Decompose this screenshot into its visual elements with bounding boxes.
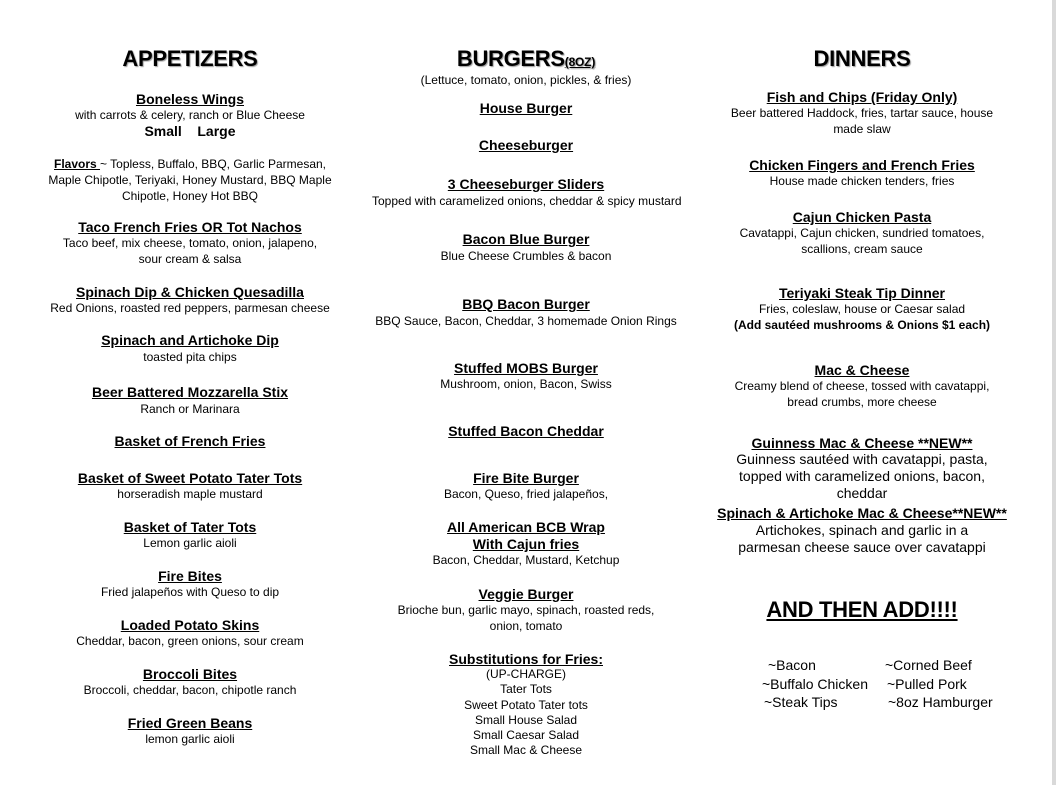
item-fire-bites: Fire Bites <box>158 568 222 584</box>
item-guinness-mac: Guinness Mac & Cheese **NEW** <box>751 435 973 451</box>
item-desc: lemon garlic aioli <box>145 732 235 746</box>
item-potato-skins: Loaded Potato Skins <box>120 617 260 633</box>
addon-item: ~Steak Tips <box>764 694 838 710</box>
item-house-burger: House Burger <box>479 100 573 116</box>
substitution-line: Small House Salad <box>474 712 578 727</box>
burgers-subtitle: (Lettuce, tomato, onion, pickles, & fries) <box>420 73 632 87</box>
substitution-line: Small Caesar Salad <box>472 728 580 743</box>
item-spinach-mac: Spinach & Artichoke Mac & Cheese**NEW** <box>717 505 1007 521</box>
item-bcb-wrap: All American BCB Wrap <box>447 519 605 535</box>
substitutions-list <box>372 667 680 759</box>
item-desc: Cheddar, bacon, green onions, sour cream <box>76 634 304 648</box>
addon-item: ~Bacon <box>768 657 816 673</box>
item-desc: Fried jalapeños with Queso to dip <box>100 585 280 599</box>
item-veggie-burger: Veggie Burger <box>478 586 574 602</box>
item-stuffed-bacon-cheddar: Stuffed Bacon Cheddar <box>448 423 604 439</box>
substitution-line: Tater Tots <box>500 682 552 697</box>
item-mac-and-cheese: Mac & Cheese <box>814 362 910 378</box>
substitution-line: Small Mac & Cheese <box>469 743 583 758</box>
item-french-fries: Basket of French Fries <box>114 433 266 449</box>
item-note: (Add sautéed mushrooms & Onions $1 each) <box>733 318 991 332</box>
item-desc: Lemon garlic aioli <box>143 536 237 550</box>
item-desc: House made chicken tenders, fries <box>769 174 955 188</box>
item-desc: Bacon, Queso, fried jalapeños, <box>443 487 609 501</box>
burgers-heading <box>372 47 680 74</box>
item-boneless-wings: Boneless Wings <box>135 91 244 107</box>
flavors-text: ~ Topless, Buffalo, BBQ, Garlic Parmesan, Maple Chipotle, Teriyaki, Honey Mustard, BBQ Maple Chipotle, Honey Hot BBQ <box>48 157 332 203</box>
item-desc: horseradish maple mustard <box>117 487 263 501</box>
appetizers-heading: APPETIZERS <box>122 46 258 71</box>
item-desc: Ranch or Marinara <box>140 402 240 416</box>
item-desc: BBQ Sauce, Bacon, Cheddar, 3 homemade Onion Rings <box>375 314 677 328</box>
add-ons-heading: AND THEN ADD!!!! <box>766 597 958 622</box>
burgers-title: BURGERS <box>456 46 565 71</box>
item-desc: Guinness sautéed with cavatappi, pasta, topped with caramelized onions, bacon, cheddar <box>736 451 988 501</box>
item-bbq-bacon: BBQ Bacon Burger <box>462 296 590 312</box>
item-desc: Broccoli, cheddar, bacon, chipotle ranch <box>83 683 297 697</box>
item-desc: Bacon, Cheddar, Mustard, Ketchup <box>432 553 620 567</box>
item-sliders: 3 Cheeseburger Sliders <box>447 176 605 192</box>
wing-sizes: Small Large <box>144 123 236 139</box>
item-fish-and-chips: Fish and Chips (Friday Only) <box>766 89 958 105</box>
item-spinach-quesadilla: Spinach Dip & Chicken Quesadilla <box>76 284 304 300</box>
flavors-label: Flavors <box>53 157 101 171</box>
item-desc: Blue Cheese Crumbles & bacon <box>440 249 612 263</box>
item-sweet-potato-tots: Basket of Sweet Potato Tater Tots <box>77 470 303 486</box>
substitution-line: (UP-CHARGE) <box>486 667 566 681</box>
item-spinach-dip: Spinach and Artichoke Dip <box>101 332 279 348</box>
item-desc: Topped with caramelized onions, cheddar & spicy mustard <box>372 194 682 208</box>
item-cheeseburger: Cheeseburger <box>478 137 574 153</box>
item-chicken-fingers: Chicken Fingers and French Fries <box>749 157 975 173</box>
item-taco-fries: Taco French Fries OR Tot Nachos <box>78 219 302 235</box>
item-desc: Artichokes, spinach and garlic in a parmesan cheese sauce over cavatappi <box>738 522 986 555</box>
wing-flavors <box>46 156 334 204</box>
item-tater-tots: Basket of Tater Tots <box>123 519 257 535</box>
burgers-title-sub: (8OZ) <box>564 55 596 69</box>
addon-item: ~Pulled Pork <box>887 676 967 692</box>
item-fire-bite-burger: Fire Bite Burger <box>473 470 579 486</box>
page-edge <box>1052 0 1056 785</box>
item-bcb-wrap-line2: With Cajun fries <box>472 536 580 552</box>
addon-item: ~Corned Beef <box>885 657 972 673</box>
item-desc: Creamy blend of cheese, tossed with cavatappi, bread crumbs, more cheese <box>734 379 990 409</box>
item-cajun-pasta: Cajun Chicken Pasta <box>792 209 932 225</box>
item-desc: Taco beef, mix cheese, tomato, onion, jalapeno, sour cream & salsa <box>62 236 318 266</box>
item-desc: Brioche bun, garlic mayo, spinach, roasted reds, onion, tomato <box>397 603 655 633</box>
item-desc: Fries, coleslaw, house or Caesar salad <box>758 302 966 316</box>
item-bacon-blue: Bacon Blue Burger <box>462 231 590 247</box>
item-desc: Beer battered Haddock, fries, tartar sauce, house made slaw <box>730 106 994 136</box>
item-desc: Mushroom, onion, Bacon, Swiss <box>440 377 612 391</box>
item-green-beans: Fried Green Beans <box>127 715 253 731</box>
item-broccoli-bites: Broccoli Bites <box>142 666 238 682</box>
item-mozzarella-stix: Beer Battered Mozzarella Stix <box>91 384 289 400</box>
dinners-heading: DINNERS <box>813 46 911 71</box>
substitution-line: Sweet Potato Tater tots <box>464 697 588 712</box>
substitutions-heading: Substitutions for Fries: <box>449 651 603 667</box>
addon-item: ~Buffalo Chicken <box>762 676 868 692</box>
item-desc: Red Onions, roasted red peppers, parmesan cheese <box>50 301 330 315</box>
item-teriyaki-steak: Teriyaki Steak Tip Dinner <box>779 285 945 301</box>
item-desc: toasted pita chips <box>143 350 237 364</box>
item-mobs-burger: Stuffed MOBS Burger <box>454 360 598 376</box>
item-desc: with carrots & celery, ranch or Blue Cheese <box>75 108 305 122</box>
addon-item: ~8oz Hamburger <box>888 694 993 710</box>
item-desc: Cavatappi, Cajun chicken, sundried tomatoes, scallions, cream sauce <box>739 226 985 256</box>
